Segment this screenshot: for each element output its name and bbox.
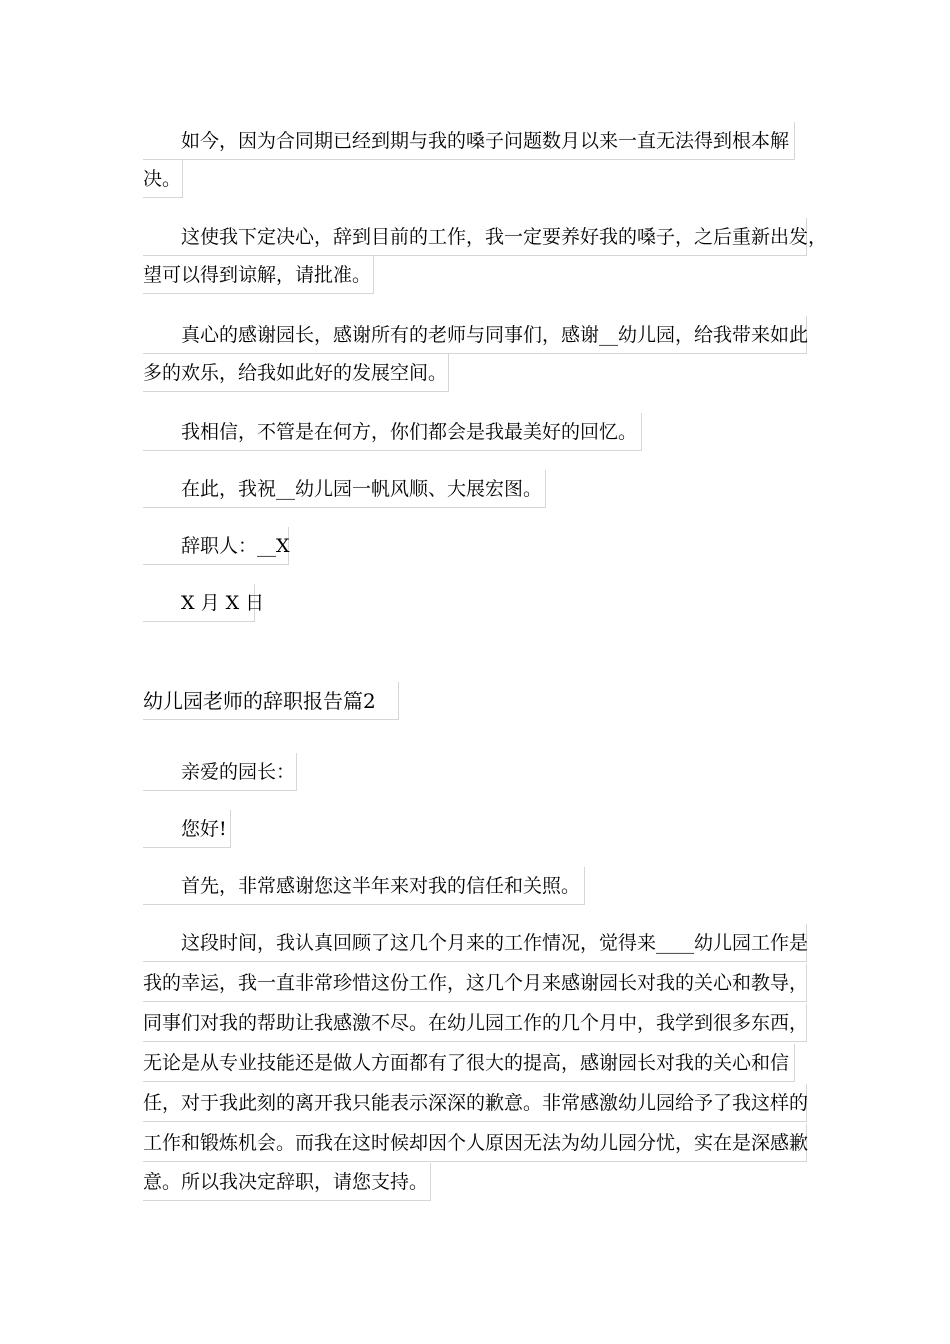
paragraph-line: 同事们对我的帮助让我感激不尽。在幼儿园工作的几个月中，我学到很多东西， xyxy=(143,1004,807,1042)
paragraph-line: 多的欢乐，给我如此好的发展空间。 xyxy=(143,354,449,392)
paragraph-line: 真心的感谢园长，感谢所有的老师与同事们，感谢__幼儿园，给我带来如此 xyxy=(143,316,807,354)
section-heading: 幼儿园老师的辞职报告篇2 xyxy=(143,682,399,720)
paragraph-line: 我相信，不管是在何方，你们都会是我最美好的回忆。 xyxy=(143,413,642,451)
paragraph-line: 首先，非常感谢您这半年来对我的信任和关照。 xyxy=(143,867,585,905)
greeting-line: 您好! xyxy=(143,810,231,848)
paragraph-line: 我的幸运，我一直非常珍惜这份工作，这几个月来感谢园长对我的关心和教导， xyxy=(143,964,807,1002)
paragraph-line: 望可以得到谅解，请批准。 xyxy=(143,256,374,294)
paragraph-line: 任，对于我此刻的离开我只能表示深深的歉意。非常感激幼儿园给予了我这样的 xyxy=(143,1084,807,1122)
salutation-line: 亲爱的园长： xyxy=(143,753,297,791)
paragraph-line: 如今，因为合同期已经到期与我的嗓子问题数月以来一直无法得到根本解 xyxy=(143,122,795,160)
paragraph-line: 决。 xyxy=(143,160,183,198)
paragraph-line: 这使我下定决心，辞到目前的工作，我一定要养好我的嗓子，之后重新出发， xyxy=(143,218,807,256)
date-line: X 月 X 日 xyxy=(143,584,255,622)
paragraph-line: 意。所以我决定辞职，请您支持。 xyxy=(143,1163,431,1201)
paragraph-line: 无论是从专业技能还是做人方面都有了很大的提高，感谢园长对我的关心和信 xyxy=(143,1044,795,1082)
paragraph-line: 工作和锻炼机会。而我在这时候却因个人原因无法为幼儿园分忧，实在是深感歉 xyxy=(143,1124,807,1162)
signature-line: 辞职人：__X xyxy=(143,527,289,565)
paragraph-line: 在此，我祝__幼儿园一帆风顺、大展宏图。 xyxy=(143,470,546,508)
paragraph-line: 这段时间，我认真回顾了这几个月来的工作情况，觉得来____幼儿园工作是 xyxy=(143,924,807,962)
